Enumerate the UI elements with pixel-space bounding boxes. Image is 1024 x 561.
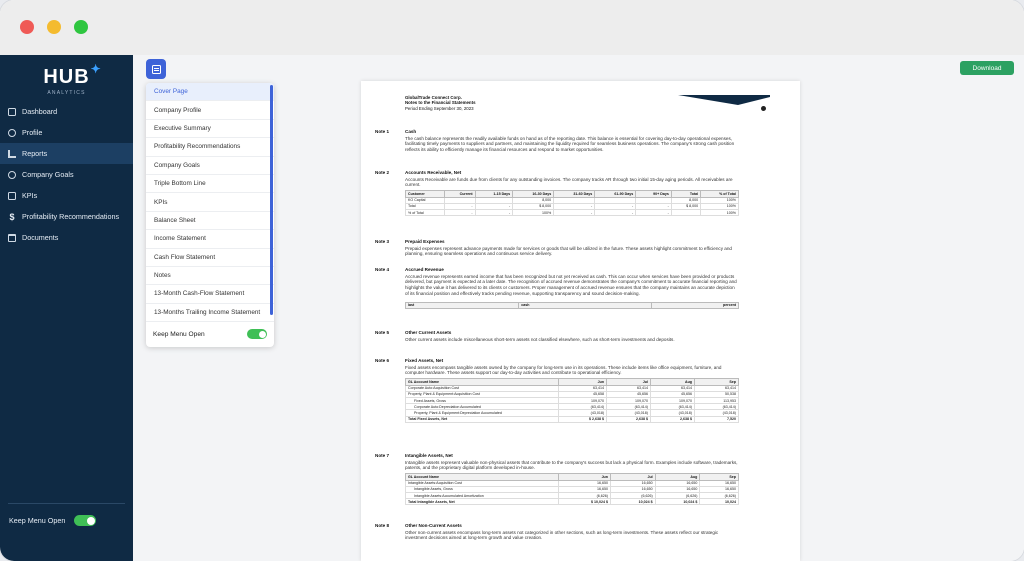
menu-item-triple-bottom-line[interactable]: Triple Bottom Line <box>146 175 274 193</box>
logo-text: HUB <box>43 66 90 88</box>
goals-icon <box>8 171 16 179</box>
dollar-icon: $ <box>9 211 15 222</box>
menu-item-income-statement[interactable]: Income Statement <box>146 230 274 248</box>
table-row: Intangible Assets:Acquisition Cost 16,650 16,650 16,650 16,650 <box>406 480 739 486</box>
table-row: Property, Plant & Equipment:Acquisition Cost 45,658 45,656 45,656 50,538 <box>406 391 739 397</box>
menu-item-notes[interactable]: Notes <box>146 267 274 285</box>
menu-item-executive-summary[interactable]: Executive Summary <box>146 120 274 138</box>
menu-item-kpis[interactable]: KPIs <box>146 193 274 211</box>
download-button[interactable]: Download <box>960 61 1014 75</box>
kpi-icon <box>8 192 16 200</box>
minimize-window-button[interactable] <box>47 20 61 34</box>
menu-item-profitability-recommendations[interactable]: Profitability Recommendations <box>146 138 274 156</box>
dashboard-icon <box>8 108 16 116</box>
sidebar-item-reports[interactable] <box>0 143 133 164</box>
calendar-icon <box>152 65 161 74</box>
document-period: Period Ending September 30, 2023 <box>405 105 474 111</box>
maximize-window-button[interactable] <box>74 20 88 34</box>
keep-menu-open-label: Keep Menu Open <box>9 516 66 525</box>
sidebar-item-documents[interactable] <box>0 227 133 248</box>
menu-item-cover-page[interactable]: Cover Page <box>146 83 274 101</box>
keep-menu-open-label: Keep Menu Open <box>153 330 205 338</box>
table-row: Fixed Assets, Gross 109,070 109,070 109,070 113,953 <box>406 398 739 404</box>
logo-subtext: ANALYTICS <box>47 90 86 96</box>
title-bar <box>0 0 1024 55</box>
menu-item-balance-sheet[interactable]: Balance Sheet <box>146 212 274 230</box>
keep-menu-open-dropdown <box>153 329 267 339</box>
sidebar-item-label: KPIs <box>22 191 38 200</box>
header-dot-icon <box>761 106 766 111</box>
keep-menu-open-toggle[interactable] <box>247 329 267 339</box>
sidebar <box>0 55 133 561</box>
table-row: Corporate Auto:Depreciation Accumulated (63,414) (63,414) (63,414) (63,414) <box>406 404 739 410</box>
sidebar-item-company-goals[interactable] <box>0 164 133 185</box>
table-row: Property, Plant & Equipment:Depreciation Accumulated (43,018) (43,018) (43,018) (43,018) <box>406 410 739 416</box>
company-name: GlobalTrade Connect Corp. <box>405 95 462 100</box>
sidebar-nav <box>0 101 133 248</box>
table-row: Intangible Assets, Gross 16,650 16,650 16,650 16,650 <box>406 486 739 492</box>
sidebar-item-label: Profile <box>22 128 43 137</box>
table-row: KO Capital 8,000 8,000 100% <box>406 197 739 203</box>
report-section-menu <box>146 83 274 347</box>
sidebar-item-label: Profitability Recommendations <box>22 212 120 221</box>
keep-menu-open-sidebar <box>9 515 96 526</box>
sidebar-item-dashboard[interactable] <box>0 101 133 122</box>
header-decoration <box>678 95 770 105</box>
reports-icon <box>8 150 16 158</box>
menu-item-cash-flow-statement[interactable]: Cash Flow Statement <box>146 249 274 267</box>
report-menu-button[interactable] <box>146 59 166 79</box>
menu-item-13-months-trailing-income[interactable]: 13-Months Trailing Income Statement <box>146 304 274 322</box>
document-header <box>405 95 476 111</box>
intangible-assets-table: GL Account Name Jun Jul Aug Sep Intangible Assets:Acquisition Cost 16,650 16,650 16,650 16,650 Intangible Assets, Gross 16,650 16,650 16,650 16,650 Intangible Assets:Accumulated Amortization (6,626) (6,626) (6,626) (6,626) Total Intangible Assets, Net $ 10,024 $ 10,024 $ 10,024 $ 10,024 <box>405 473 739 505</box>
sidebar-item-label: Documents <box>22 233 59 242</box>
main-content <box>133 55 1024 561</box>
table-row: Total - - $ 8,000 - - - $ 8,000 100% <box>406 203 739 209</box>
table-row: Corporate Auto:Acquisition Cost 63,414 63,414 63,414 63,414 <box>406 385 739 391</box>
ar-aging-table: Customer Current 1-15 Days 16-30 Days 31-60 Days 61-90 Days 90+ Days Total % of Total KO Capital 8,000 8,000 100% Total - - $ 8,000 - - - $ 8,000 100% % of Total - - 100% - - - 100% <box>405 190 739 216</box>
sidebar-item-label: Dashboard <box>22 107 58 116</box>
report-document: GlobalTrade Connect Corp. Notes to the Financial Statements Period Ending September 30, 2023 Note 1 Cash The cash balance represents the readily available funds on hand as of the reporting date. This balance is essential for covering day-to-day operational expenses, facilitating timely payments to suppliers and partners, and maintaining the liquidity required for seamless business operations. The company's strong cash position reflects its ability to efficiently manage its financial resources and respond to market opportunities. Note 2 Accounts Receivable, Net Accounts Receivable are funds due from clients for any outstanding invoices. The company tracks AR through two initial 15-day aging periods. All receivables are current. Customer Current 1-15 Days 16-30 Days 31-60 Days 61-90 Days 90+ Days Total % of Total KO Capital 8,000 8,000 100% Total - - $ 8,000 - - - $ 8,000 100% % of Total - - 100% - - - 100% Note 3 Prepaid Expenses Prepaid expenses represent advance payments made for services or goods that will be utilized in the future. These assets highlight commitment to efficiency and planning, ensuring seamless operations and continuous service delivery. Note 4 Accrued Revenue Accrued revenue represents earned income that has been recognized but not yet received as cash. This can occur when services have been provided or products delivered, but payment is expected at a later date. The recognition of accrued revenue demonstrates the company's commitment to accurate financial reporting and highlights the value it has delivered to its clients or customers. Proper management of accrued revenue ensures that the company maintains an accurate depiction of its financial position and effectively tracks pending revenue, supporting transparency and sound decision-making. last cash percent Note 5 Other Current Assets Other current assets include miscellaneous short-term assets not classified elsewhere, such as short-term investments and deposits. Note 6 Fixed Assets, Net Fixed assets encompass tangible assets owned by the company for long-term use in its operations. These include items like office equipment, furniture, and computer hardware. These assets support our day-to-day activities and contribute to operational efficiency. GL Account Name Jun Jul Aug Sep Corporate Auto:Acquisition Cost 63,414 63,414 63,414 63,414 Property, Plant & Equipment:Acquisition Cost 45,658 45,656 45,656 50,538 Fixed Assets, Gross 109,070 109,070 109,070 113,953 Corporate Auto:Depreciation Accumulated (63,414) (63,414) (63,414) (63,414) Property, Plant & Equipment:Depreciation Accumulated (43,018) (43,018) (43,018) (43,018) Total Fixed Assets, Net $ 2,638 $ 2,638 $ 2,638 $ 7,520 Note 7 Intangible Assets, Net Intangible assets represent valuable non-physical assets that contribute to the company's success but lack a physical form. Examples include software, trademarks, patents, and the proprietary digital platform developed in-house. GL Account Name Jun Jul Aug Sep Intangible Assets:Acquisition Cost 16,650 16,650 16,650 16,650 Intangible Assets, Gross 16,650 16,650 16,650 16,650 Intangible Assets:Accumulated Amortization (6,626) (6,626) (6,626) (6,626) Total Intangible Assets, Net $ 10,024 $ 10,024 $ 10,024 $ 10,024 Note 8 Other Non-Current Assets Other non-current assets encompass long-term assets not categorized in other sections, such as long-term investments. These assets reflect our strategic investment decisions aimed at long-term growth and value creation. <box>361 81 800 561</box>
hub-analytics-logo[interactable] <box>0 55 133 101</box>
document-subtitle: Notes to the Financial Statements <box>405 100 476 106</box>
menu-item-13-month-cash-flow[interactable]: 13-Month Cash-Flow Statement <box>146 285 274 303</box>
menu-item-company-goals[interactable]: Company Goals <box>146 157 274 175</box>
fixed-assets-table: GL Account Name Jun Jul Aug Sep Corporate Auto:Acquisition Cost 63,414 63,414 63,414 63,414 Property, Plant & Equipment:Acquisition Cost 45,658 45,656 45,656 50,538 Fixed Assets, Gross 109,070 109,070 109,070 113,953 Corporate Auto:Depreciation Accumulated (63,414) (63,414) (63,414) (63,414) Property, Plant & Equipment:Depreciation Accumulated (43,018) (43,018) (43,018) (43,018) Total Fixed Assets, Net $ 2,638 $ 2,638 $ 2,638 $ 7,520 <box>405 378 739 423</box>
folder-icon <box>8 234 16 242</box>
sidebar-item-profile[interactable] <box>0 122 133 143</box>
accrued-revenue-table: last cash percent <box>405 302 739 310</box>
sidebar-item-profitability[interactable] <box>0 206 133 227</box>
sidebar-item-label: Reports <box>22 149 48 158</box>
menu-scrollbar[interactable] <box>270 85 273 315</box>
table-row: Total Intangible Assets, Net $ 10,024 $ 10,024 $ 10,024 $ 10,024 <box>406 499 739 505</box>
table-row: Intangible Assets:Accumulated Amortization (6,626) (6,626) (6,626) (6,626) <box>406 493 739 499</box>
sidebar-item-kpis[interactable] <box>0 185 133 206</box>
close-window-button[interactable] <box>20 20 34 34</box>
spark-icon: ✦ <box>90 62 102 76</box>
table-row: % of Total - - 100% - - - 100% <box>406 210 739 216</box>
keep-menu-open-toggle[interactable] <box>74 515 96 526</box>
table-row: Total Fixed Assets, Net $ 2,638 $ 2,638 $ 2,638 $ 7,520 <box>406 416 739 422</box>
sidebar-divider <box>8 503 125 504</box>
sidebar-item-label: Company Goals <box>22 170 74 179</box>
menu-item-company-profile[interactable]: Company Profile <box>146 101 274 119</box>
profile-icon <box>8 129 16 137</box>
